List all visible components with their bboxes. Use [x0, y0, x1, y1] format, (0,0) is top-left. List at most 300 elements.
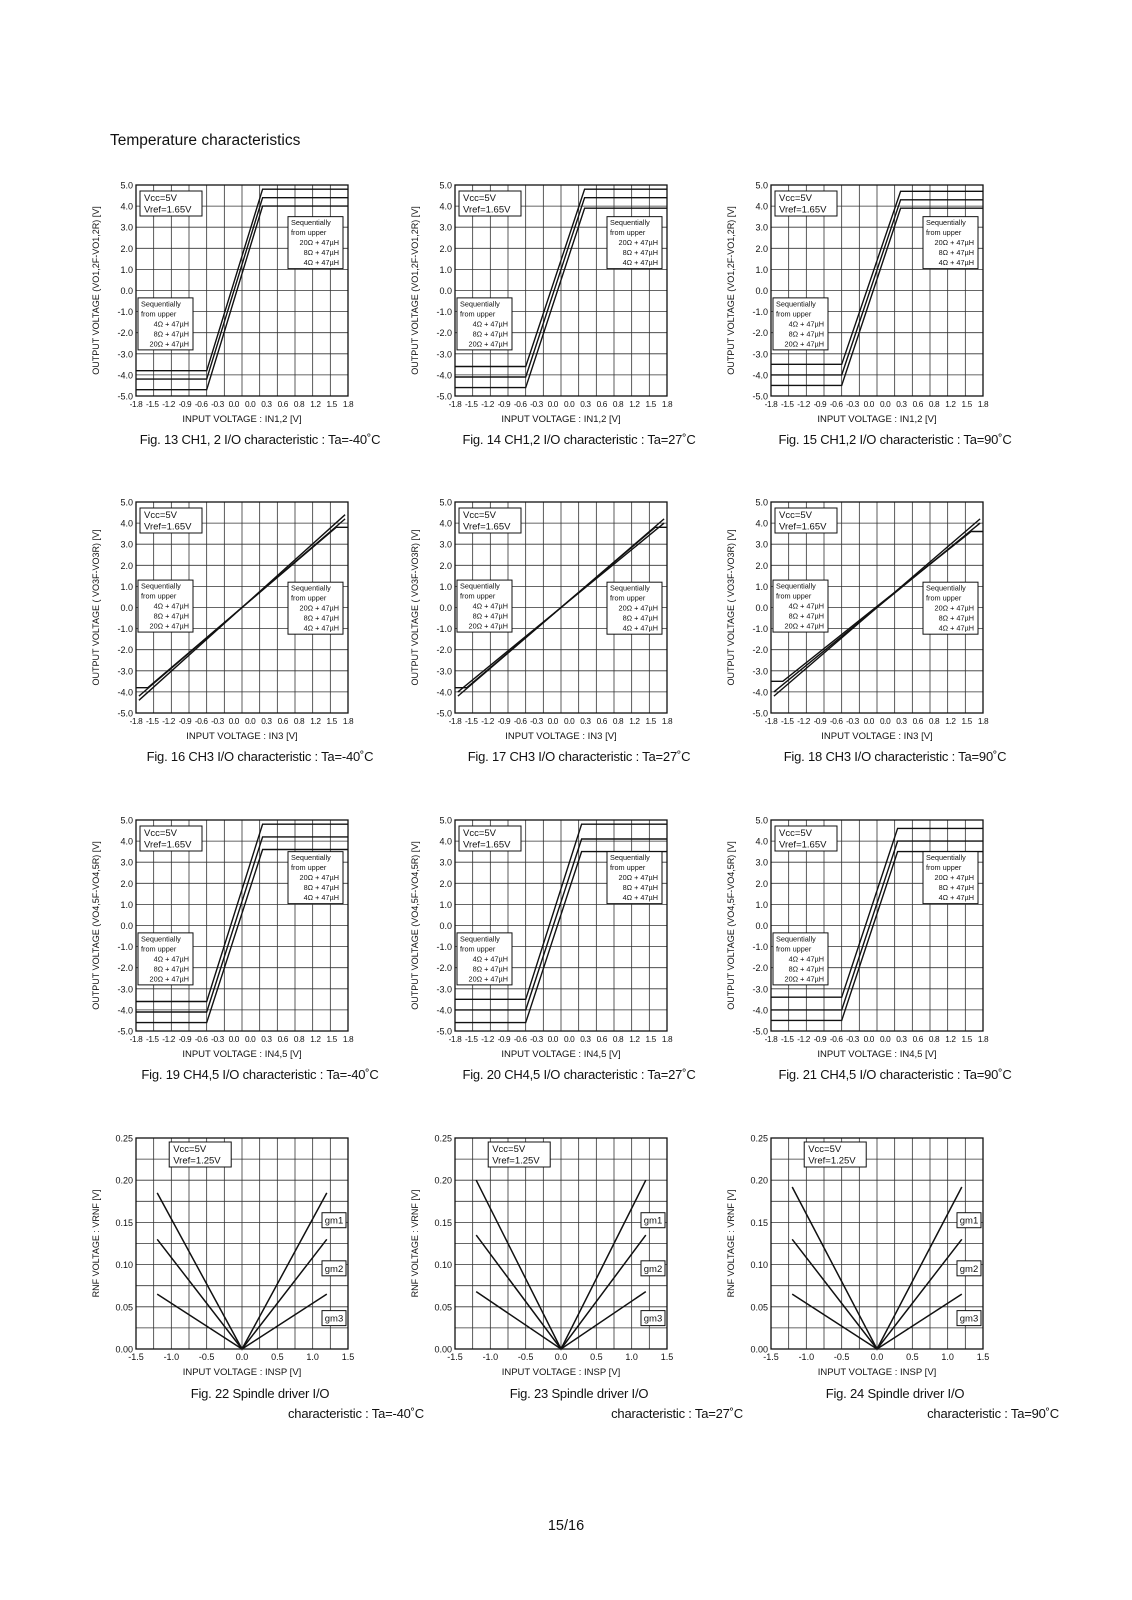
x-tick-label: 0.0 [547, 399, 559, 409]
y-tick-label: 0.25 [115, 1133, 133, 1144]
x-tick-label: 1.8 [661, 1034, 673, 1044]
legend-line: 20Ω + 47µH [618, 873, 658, 883]
figure-fig19 [90, 815, 430, 1105]
info-line: Vcc=5V [779, 510, 813, 521]
x-tick-label: 1.5 [326, 399, 337, 409]
x-tick-label: 1.8 [342, 1034, 354, 1044]
x-tick-label: 0.8 [293, 1034, 305, 1044]
y-tick-label: 2.0 [755, 878, 768, 889]
legend-line: from upper [141, 591, 177, 601]
y-tick-label: -4.0 [117, 1005, 133, 1016]
x-tick-label: 1.0 [306, 1352, 319, 1362]
info-line: Vcc=5V [779, 828, 813, 839]
x-tick-label: -1.2 [797, 1034, 810, 1044]
x-tick-label: -1.5 [145, 1034, 159, 1044]
x-tick-label: -1.2 [162, 399, 175, 409]
chart-fig14 [409, 180, 749, 425]
x-tick-label: 0.0 [563, 399, 575, 409]
gm-label: gm3 [643, 1313, 663, 1325]
legend-line: 4Ω + 47µH [788, 954, 824, 964]
x-tick-label: 0.0 [879, 1034, 891, 1044]
legend-line: 8Ω + 47µH [788, 611, 824, 621]
x-tick-label: -0.6 [194, 399, 208, 409]
figure-fig14 [409, 180, 749, 470]
y-tick-label: 0.15 [434, 1217, 452, 1228]
y-tick-label: -2.0 [752, 328, 768, 339]
figure-fig24 [725, 1133, 1065, 1423]
x-tick-label: 0.0 [863, 399, 875, 409]
x-tick-label: 1.0 [941, 1352, 954, 1362]
x-tick-label: 1.2 [945, 1034, 956, 1044]
x-tick-label: -0.6 [829, 399, 843, 409]
legend-line: 20Ω + 47µH [299, 238, 339, 248]
info-line: Vref=1.65V [779, 204, 827, 216]
x-tick-label: -0.3 [846, 716, 859, 726]
x-tick-label: 1.2 [945, 399, 956, 409]
y-tick-label: -5.0 [752, 708, 768, 719]
y-tick-label: 5.0 [439, 815, 452, 826]
y-tick-label: -2.0 [117, 645, 133, 656]
x-tick-label: -0.5 [198, 1352, 215, 1362]
plot-grid [771, 1138, 983, 1349]
x-tick-label: 0.8 [612, 399, 624, 409]
y-tick-label: 5.0 [439, 497, 452, 508]
x-tick-label: 0.0 [228, 716, 240, 726]
y-tick-label: -3.0 [436, 984, 452, 995]
legend-line: from upper [141, 309, 177, 319]
y-tick-label: 5.0 [120, 815, 133, 826]
legend-line: 20Ω + 47µH [618, 603, 658, 613]
gm-label: gm1 [643, 1215, 663, 1227]
x-tick-label: -1.5 [780, 1034, 794, 1044]
y-tick-label: 4.0 [439, 836, 452, 847]
gm-label: gm1 [959, 1215, 979, 1227]
y-tick-label: -1.0 [436, 307, 452, 318]
x-tick-label: 1.5 [961, 716, 972, 726]
x-tick-label: -0.6 [194, 1034, 208, 1044]
x-tick-label: -1.8 [129, 399, 143, 409]
info-line: Vcc=5V [492, 1144, 526, 1155]
legend-line: from upper [610, 863, 646, 873]
x-tick-label: -1.5 [464, 1034, 478, 1044]
y-tick-label: -4.0 [752, 370, 768, 381]
legend-line: Sequentially [291, 583, 331, 593]
x-tick-label: 0.3 [896, 399, 907, 409]
figure-fig22 [90, 1133, 430, 1423]
figure-caption: Fig. 18 CH3 I/O characteristic : Ta=90˚C [783, 749, 1007, 764]
x-tick-label: 0.8 [612, 716, 624, 726]
y-tick-label: 0.05 [750, 1302, 768, 1313]
x-tick-label: -1.2 [162, 716, 175, 726]
legend-line: 4Ω + 47µH [622, 623, 658, 633]
figure-caption: Fig. 21 CH4,5 I/O characteristic : Ta=90˚C [778, 1067, 1012, 1082]
legend-line: 4Ω + 47µH [938, 893, 974, 903]
x-tick-label: 0.3 [261, 1034, 272, 1044]
x-tick-label: -1.5 [145, 716, 159, 726]
y-tick-label: 1.0 [439, 581, 452, 592]
chart-fig19 [90, 815, 430, 1060]
legend-line: 4Ω + 47µH [303, 893, 339, 903]
x-tick-label: -0.6 [513, 399, 527, 409]
legend-line: 8Ω + 47µH [472, 329, 508, 339]
legend-line: Sequentially [776, 934, 816, 944]
y-tick-label: 0.15 [750, 1217, 768, 1228]
x-tick-label: -0.3 [530, 1034, 543, 1044]
legend-line: Sequentially [610, 853, 650, 863]
y-tick-label: 4.0 [120, 201, 133, 212]
legend-line: Sequentially [926, 853, 966, 863]
legend-line: Sequentially [460, 934, 500, 944]
legend-line: 8Ω + 47µH [622, 883, 658, 893]
x-tick-label: 0.6 [912, 1034, 923, 1044]
figure-caption-line2: characteristic : Ta=-40˚C [287, 1406, 424, 1421]
x-axis-label: INPUT VOLTAGE : IN3 [V] [186, 731, 298, 742]
x-axis-label: INPUT VOLTAGE : IN3 [V] [821, 731, 933, 742]
x-axis-label: INPUT VOLTAGE : IN1,2 [V] [182, 414, 302, 425]
y-tick-label: 0.05 [115, 1302, 133, 1313]
y-tick-label: -4.0 [752, 687, 768, 698]
info-line: Vref=1.65V [463, 204, 511, 216]
x-tick-label: -1.2 [481, 716, 494, 726]
y-tick-label: 3.0 [755, 857, 768, 868]
x-tick-label: 0.0 [547, 1034, 559, 1044]
x-axis-label: INPUT VOLTAGE : IN3 [V] [505, 731, 617, 742]
page-heading: Temperature characteristics [110, 132, 301, 149]
legend-line: 4Ω + 47µH [622, 258, 658, 268]
x-tick-label: -0.9 [178, 399, 192, 409]
x-tick-label: -1.5 [464, 716, 478, 726]
x-tick-label: 1.8 [977, 716, 989, 726]
x-tick-label: -1.5 [447, 1352, 463, 1362]
x-tick-label: -0.3 [530, 716, 543, 726]
legend-line: 4Ω + 47µH [303, 623, 339, 633]
info-line: Vref=1.65V [779, 839, 827, 851]
legend-line: 20Ω + 47µH [468, 974, 508, 984]
legend-line: 8Ω + 47µH [303, 883, 339, 893]
legend-line: 4Ω + 47µH [472, 319, 508, 329]
x-tick-label: 0.3 [261, 399, 272, 409]
info-line: Vref=1.25V [173, 1155, 221, 1167]
y-axis-label: RNF VOLTAGE : VRNF [V] [410, 1189, 420, 1298]
x-tick-label: 1.5 [961, 1034, 972, 1044]
legend-line: from upper [776, 944, 812, 954]
x-tick-label: 1.5 [326, 1034, 337, 1044]
x-tick-label: 1.2 [310, 716, 321, 726]
legend-line: from upper [460, 944, 496, 954]
x-tick-label: 1.2 [310, 1034, 321, 1044]
x-tick-label: 0.6 [912, 716, 923, 726]
legend-line: Sequentially [776, 581, 816, 591]
x-tick-label: 1.5 [645, 399, 656, 409]
x-tick-label: -0.9 [497, 399, 511, 409]
x-tick-label: -0.9 [813, 399, 827, 409]
legend-line: 4Ω + 47µH [153, 954, 189, 964]
x-tick-label: 0.0 [244, 399, 256, 409]
x-tick-label: 0.0 [244, 716, 256, 726]
legend-line: from upper [926, 228, 962, 238]
x-tick-label: -1.5 [780, 716, 794, 726]
y-tick-label: -1.0 [752, 307, 768, 318]
y-tick-label: -5.0 [117, 391, 133, 402]
y-tick-label: 2.0 [755, 243, 768, 254]
x-tick-label: 1.8 [342, 716, 354, 726]
y-tick-label: -5.0 [752, 1026, 768, 1037]
legend-line: 8Ω + 47µH [153, 964, 189, 974]
x-tick-label: 1.2 [945, 716, 956, 726]
y-tick-label: 1.0 [120, 899, 133, 910]
x-tick-label: 0.6 [277, 716, 288, 726]
legend-line: from upper [460, 591, 496, 601]
y-tick-label: 0.05 [434, 1302, 452, 1313]
plot-grid [455, 1138, 667, 1349]
y-tick-label: 0.0 [120, 286, 133, 296]
y-tick-label: 0.10 [115, 1260, 133, 1271]
figure-caption: Fig. 16 CH3 I/O characteristic : Ta=-40˚C [146, 749, 374, 764]
y-tick-label: -2.0 [752, 963, 768, 974]
gm-label: gm3 [324, 1313, 344, 1325]
y-tick-label: 0.20 [750, 1175, 768, 1186]
figure-fig15 [725, 180, 1065, 470]
y-tick-label: 0.0 [755, 921, 768, 931]
legend-line: 20Ω + 47µH [149, 974, 189, 984]
legend-line: Sequentially [291, 853, 331, 863]
figure-fig17 [409, 497, 749, 787]
x-tick-label: -0.3 [846, 1034, 859, 1044]
figure-caption: Fig. 20 CH4,5 I/O characteristic : Ta=27˚C [462, 1067, 696, 1082]
gm-label: gm2 [959, 1263, 979, 1275]
legend-line: Sequentially [460, 299, 500, 309]
y-tick-label: 5.0 [755, 815, 768, 826]
legend-line: Sequentially [141, 934, 181, 944]
info-line: Vcc=5V [173, 1144, 207, 1155]
y-axis-label: OUTPUT VOLTAGE ( VO3F-VO3R) [V] [410, 529, 420, 686]
y-tick-label: -3.0 [117, 984, 133, 995]
legend-line: from upper [291, 228, 327, 238]
legend-line: Sequentially [141, 299, 181, 309]
legend-line: 8Ω + 47µH [153, 329, 189, 339]
legend-line: 20Ω + 47µH [618, 238, 658, 248]
y-tick-label: 0.0 [120, 603, 133, 613]
y-tick-label: -2.0 [752, 645, 768, 656]
x-tick-label: -1.8 [448, 1034, 462, 1044]
x-tick-label: 0.8 [293, 716, 305, 726]
y-tick-label: 0.0 [755, 603, 768, 613]
legend-line: 4Ω + 47µH [938, 623, 974, 633]
x-tick-label: 0.0 [228, 399, 240, 409]
y-tick-label: -1.0 [436, 942, 452, 953]
figure-caption: Fig. 23 Spindle driver I/O [509, 1386, 649, 1401]
legend-line: 4Ω + 47µH [788, 319, 824, 329]
legend-line: from upper [776, 591, 812, 601]
x-tick-label: 0.8 [928, 716, 940, 726]
legend-line: 4Ω + 47µH [472, 601, 508, 611]
legend-line: from upper [610, 228, 646, 238]
figure-caption: Fig. 19 CH4,5 I/O characteristic : Ta=-40˚C [141, 1067, 379, 1082]
y-tick-label: -1.0 [117, 942, 133, 953]
x-tick-label: 0.0 [863, 1034, 875, 1044]
x-tick-label: 0.0 [870, 1352, 884, 1362]
chart-fig16 [90, 497, 430, 742]
y-tick-label: -4.0 [117, 370, 133, 381]
y-tick-label: -3.0 [436, 666, 452, 677]
x-tick-label: -0.3 [211, 399, 224, 409]
y-tick-label: 4.0 [755, 836, 768, 847]
legend-line: Sequentially [291, 218, 331, 228]
figure-fig20 [409, 815, 749, 1105]
x-tick-label: -0.3 [211, 1034, 224, 1044]
y-tick-label: 1.0 [439, 899, 452, 910]
x-tick-label: 0.3 [580, 716, 591, 726]
y-axis-label: OUTPUT VOLTAGE (VO4,5F-VO4,5R) [V] [410, 841, 420, 1010]
info-line: Vref=1.25V [492, 1155, 540, 1167]
y-axis-label: OUTPUT VOLTAGE (VO1,2F-VO1,2R) [V] [410, 206, 420, 375]
y-tick-label: 1.0 [755, 264, 768, 275]
x-tick-label: -1.2 [162, 1034, 175, 1044]
x-tick-label: 0.0 [554, 1352, 568, 1362]
legend-line: 8Ω + 47µH [938, 883, 974, 893]
legend-line: 4Ω + 47µH [303, 258, 339, 268]
x-tick-label: 0.0 [563, 716, 575, 726]
legend-line: from upper [776, 309, 812, 319]
legend-line: from upper [141, 944, 177, 954]
legend-line: 8Ω + 47µH [788, 964, 824, 974]
x-tick-label: -1.2 [481, 1034, 494, 1044]
x-tick-label: -0.6 [513, 716, 527, 726]
chart-fig13 [90, 180, 430, 425]
x-tick-label: 0.0 [879, 716, 891, 726]
x-tick-label: -0.9 [497, 716, 511, 726]
y-tick-label: 1.0 [439, 264, 452, 275]
x-tick-label: 1.5 [976, 1352, 990, 1362]
figure-caption: Fig. 24 Spindle driver I/O [825, 1386, 965, 1401]
chart-fig17 [409, 497, 749, 742]
x-tick-label: -0.9 [178, 1034, 192, 1044]
x-tick-label: -0.9 [178, 716, 192, 726]
y-tick-label: 5.0 [755, 497, 768, 508]
x-tick-label: -0.6 [513, 1034, 527, 1044]
y-tick-label: 3.0 [439, 857, 452, 868]
y-tick-label: -3.0 [752, 984, 768, 995]
y-tick-label: -1.0 [752, 942, 768, 953]
x-axis-label: INPUT VOLTAGE : IN4,5 [V] [817, 1049, 937, 1060]
chart-fig21 [725, 815, 1065, 1060]
page-number: 15/16 [547, 1518, 585, 1534]
x-tick-label: 0.5 [590, 1352, 603, 1362]
x-tick-label: -0.9 [813, 1034, 827, 1044]
y-tick-label: -3.0 [752, 666, 768, 677]
chart-fig23 [409, 1133, 749, 1378]
x-axis-label: INPUT VOLTAGE : INSP [V] [817, 1367, 937, 1378]
x-tick-label: -1.8 [129, 716, 143, 726]
legend-line: Sequentially [776, 299, 816, 309]
figure-caption: Fig. 14 CH1,2 I/O characteristic : Ta=27˚C [462, 432, 696, 447]
legend-line: 20Ω + 47µH [934, 238, 974, 248]
x-tick-label: 1.8 [342, 399, 354, 409]
legend-line: 8Ω + 47µH [472, 611, 508, 621]
y-tick-label: 0.10 [434, 1260, 452, 1271]
y-tick-label: 0.10 [750, 1260, 768, 1271]
legend-line: 20Ω + 47µH [934, 603, 974, 613]
y-tick-label: 2.0 [439, 243, 452, 254]
x-tick-label: -1.0 [482, 1352, 499, 1362]
legend-line: 20Ω + 47µH [149, 621, 189, 631]
x-tick-label: 1.5 [341, 1352, 355, 1362]
x-tick-label: 0.8 [293, 399, 305, 409]
info-line: Vcc=5V [144, 510, 178, 521]
chart-fig22 [90, 1133, 430, 1378]
gm-label: gm2 [324, 1263, 344, 1275]
y-tick-label: -2.0 [436, 963, 452, 974]
legend-line: 8Ω + 47µH [788, 329, 824, 339]
legend-line: from upper [291, 593, 327, 603]
legend-line: Sequentially [926, 218, 966, 228]
info-line: Vref=1.65V [779, 521, 827, 533]
figure-caption-line2: characteristic : Ta=27˚C [611, 1406, 743, 1421]
legend-line: 20Ω + 47µH [784, 974, 824, 984]
legend-line: 20Ω + 47µH [468, 621, 508, 631]
x-tick-label: 0.3 [580, 1034, 591, 1044]
figure-fig13 [90, 180, 430, 470]
x-tick-label: 1.2 [629, 716, 640, 726]
x-tick-label: 0.0 [563, 1034, 575, 1044]
x-tick-label: -0.9 [497, 1034, 511, 1044]
legend-line: from upper [610, 593, 646, 603]
y-tick-label: 5.0 [755, 180, 768, 191]
y-tick-label: 0.0 [120, 921, 133, 931]
y-tick-label: 2.0 [755, 560, 768, 571]
figure-caption: Fig. 22 Spindle driver I/O [190, 1386, 330, 1401]
y-tick-label: 0.0 [755, 286, 768, 296]
figure-fig18 [725, 497, 1065, 787]
y-tick-label: -4.0 [436, 370, 452, 381]
legend-line: 8Ω + 47µH [303, 248, 339, 258]
figure-caption-line2: characteristic : Ta=90˚C [927, 1406, 1059, 1421]
y-tick-label: 4.0 [755, 518, 768, 529]
x-tick-label: 0.0 [228, 1034, 240, 1044]
y-tick-label: 2.0 [120, 878, 133, 889]
x-tick-label: 0.8 [928, 1034, 940, 1044]
info-line: Vcc=5V [463, 828, 497, 839]
y-tick-label: -3.0 [436, 349, 452, 360]
x-axis-label: INPUT VOLTAGE : INSP [V] [182, 1367, 302, 1378]
figure-fig23 [409, 1133, 749, 1423]
y-tick-label: 4.0 [439, 201, 452, 212]
y-tick-label: 4.0 [755, 201, 768, 212]
y-tick-label: -4.0 [436, 687, 452, 698]
legend-line: 8Ω + 47µH [622, 248, 658, 258]
y-tick-label: -3.0 [752, 349, 768, 360]
x-tick-label: -1.2 [797, 399, 810, 409]
x-axis-label: INPUT VOLTAGE : INSP [V] [501, 1367, 621, 1378]
y-tick-label: 2.0 [439, 878, 452, 889]
y-tick-label: -2.0 [436, 645, 452, 656]
y-tick-label: -4.0 [436, 1005, 452, 1016]
x-tick-label: 0.0 [235, 1352, 249, 1362]
legend-line: 8Ω + 47µH [938, 248, 974, 258]
figure-fig21 [725, 815, 1065, 1105]
y-tick-label: 1.0 [120, 264, 133, 275]
legend-line: 20Ω + 47µH [934, 873, 974, 883]
y-tick-label: -3.0 [117, 666, 133, 677]
legend-line: 4Ω + 47µH [472, 954, 508, 964]
x-tick-label: -1.8 [764, 716, 778, 726]
x-tick-label: -1.8 [129, 1034, 143, 1044]
y-tick-label: 0.15 [115, 1217, 133, 1228]
x-tick-label: -1.2 [797, 716, 810, 726]
legend-line: 8Ω + 47µH [622, 613, 658, 623]
plot-grid [136, 1138, 348, 1349]
x-axis-label: INPUT VOLTAGE : IN1,2 [V] [501, 414, 621, 425]
